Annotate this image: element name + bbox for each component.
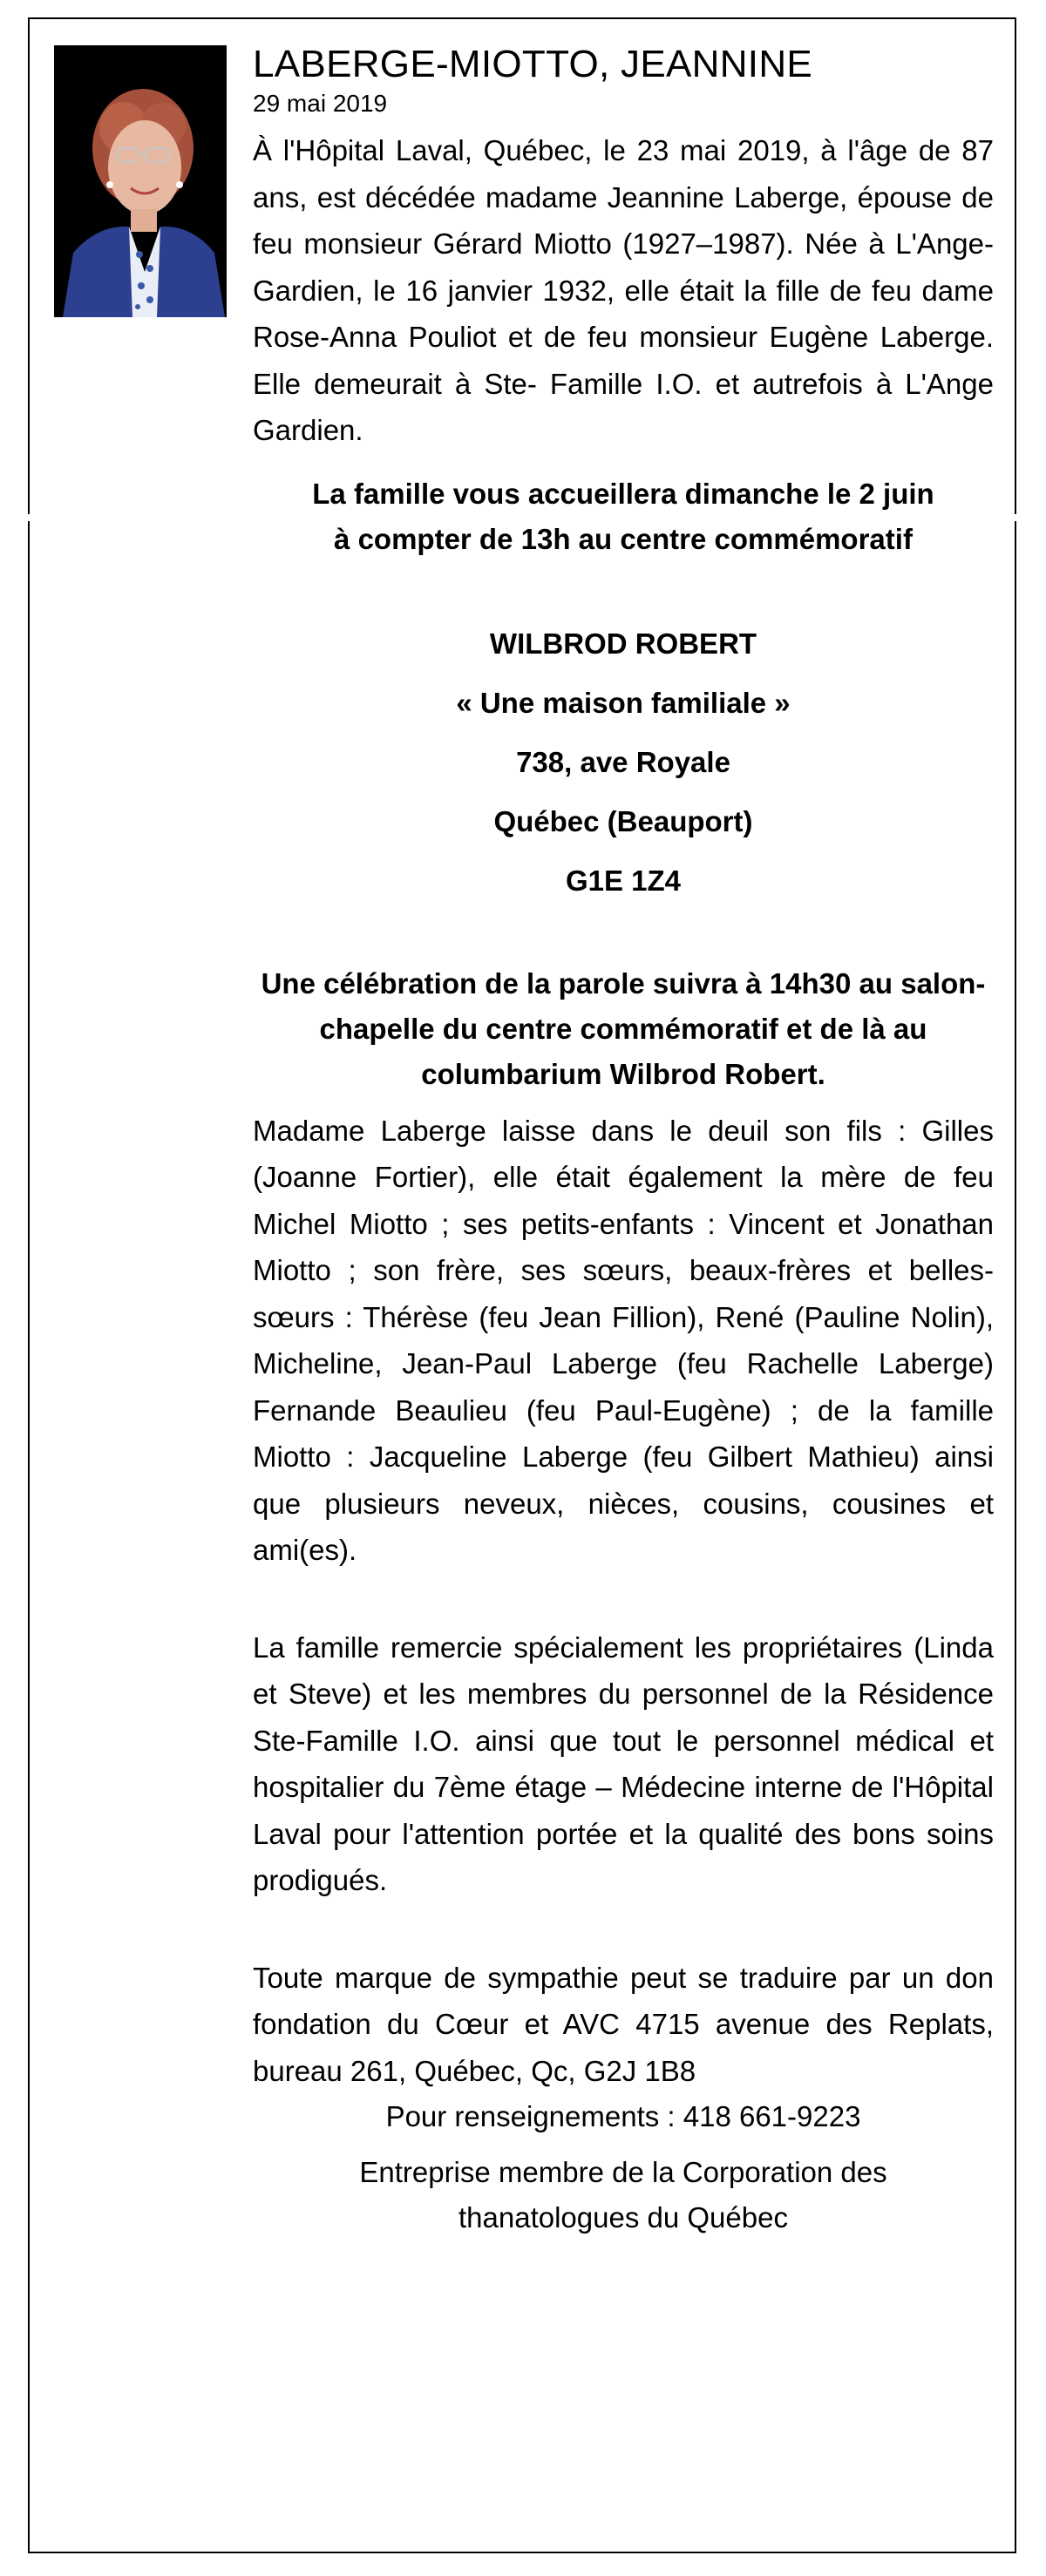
membership-line-1: Entreprise membre de la Corporation des <box>359 2156 887 2188</box>
funeral-home-name: WILBROD ROBERT <box>489 627 757 660</box>
family-paragraph: Madame Laberge laisse dans le deuil son fils : Gilles (Joanne Fortier), elle était également la mère de feu Michel Miotto ; ses petits-enfants : Vincent et Jonathan Miotto ; son frère, ses sœurs, beaux-frères et belles-sœurs : Thérèse (feu Jean Fillion), René (Pauline Nolin), Micheline, Jean-Paul Laberge (feu Rachelle Laberge) Fernande Beaulieu (feu Paul-Eugène) ; de la famille Miotto : Jacqueline Laberge (feu Gilbert Mathieu) ainsi que plusieurs neveux, nièces, cousins, cousines et ami(es). <box>253 1114 994 1566</box>
thanks-paragraph: La famille remercie spécialement les propriétaires (Linda et Steve) et les membres du personnel de la Résidence Ste-Famille I.O. ainsi que tout le personnel médical et hospitalier du 7ème étage – Médecine interne de l'Hôpital Laval pour l'attention portée et la qualité des bons soins prodigués. <box>253 1630 994 1896</box>
portrait-photo <box>54 45 227 317</box>
publication-date: 29 mai 2019 <box>253 90 388 117</box>
visitation-line-2: à compter de 13h au centre commémoratif <box>334 522 913 555</box>
donation-paragraph: Toute marque de sympathie peut se traduire par un don fondation du Cœur et AVC 4715 avenue des Replats, bureau 261, Québec, Qc, G2J 1B8 <box>253 1961 994 2087</box>
membership-line-2: thanatologues du Québec <box>458 2201 788 2234</box>
funeral-home-postal-code: G1E 1Z4 <box>565 864 682 897</box>
intro-paragraph: À l'Hôpital Laval, Québec, le 23 mai 2019, à l'âge de 87 ans, est décédée madame Jeannine Laberge, épouse de feu monsieur Gérard Miotto (1927–1987). Née à L'Ange-Gardien, le 16 janvier 1932, elle était la fille de feu dame Rose-Anna Pouliot et de feu monsieur Eugène Laberge. Elle demeurait à Ste- Famille I.O. et autrefois à L'Ange Gardien. <box>253 134 994 446</box>
info-phone: Pour renseignements : 418 661-9223 <box>385 2100 861 2132</box>
celebration-paragraph: Une célébration de la parole suivra à 14h30 au salon-chapelle du centre commémoratif et de là au columbarium Wilbrod Robert. <box>261 966 986 1090</box>
frame-gap-right <box>1011 514 1022 521</box>
funeral-home-address <box>253 614 994 911</box>
frame-gap-left <box>24 514 35 521</box>
funeral-home-city: Québec (Beauport) <box>493 804 753 837</box>
funeral-home-slogan: « Une maison familiale » <box>456 686 791 719</box>
funeral-home-street: 738, ave Royale <box>516 745 730 778</box>
obituary-content <box>253 42 994 2240</box>
visitation-line-1: La famille vous accueillera dimanche le 2 juin <box>312 477 934 510</box>
deceased-name: LABERGE-MIOTTO, JEANNINE <box>253 43 813 85</box>
